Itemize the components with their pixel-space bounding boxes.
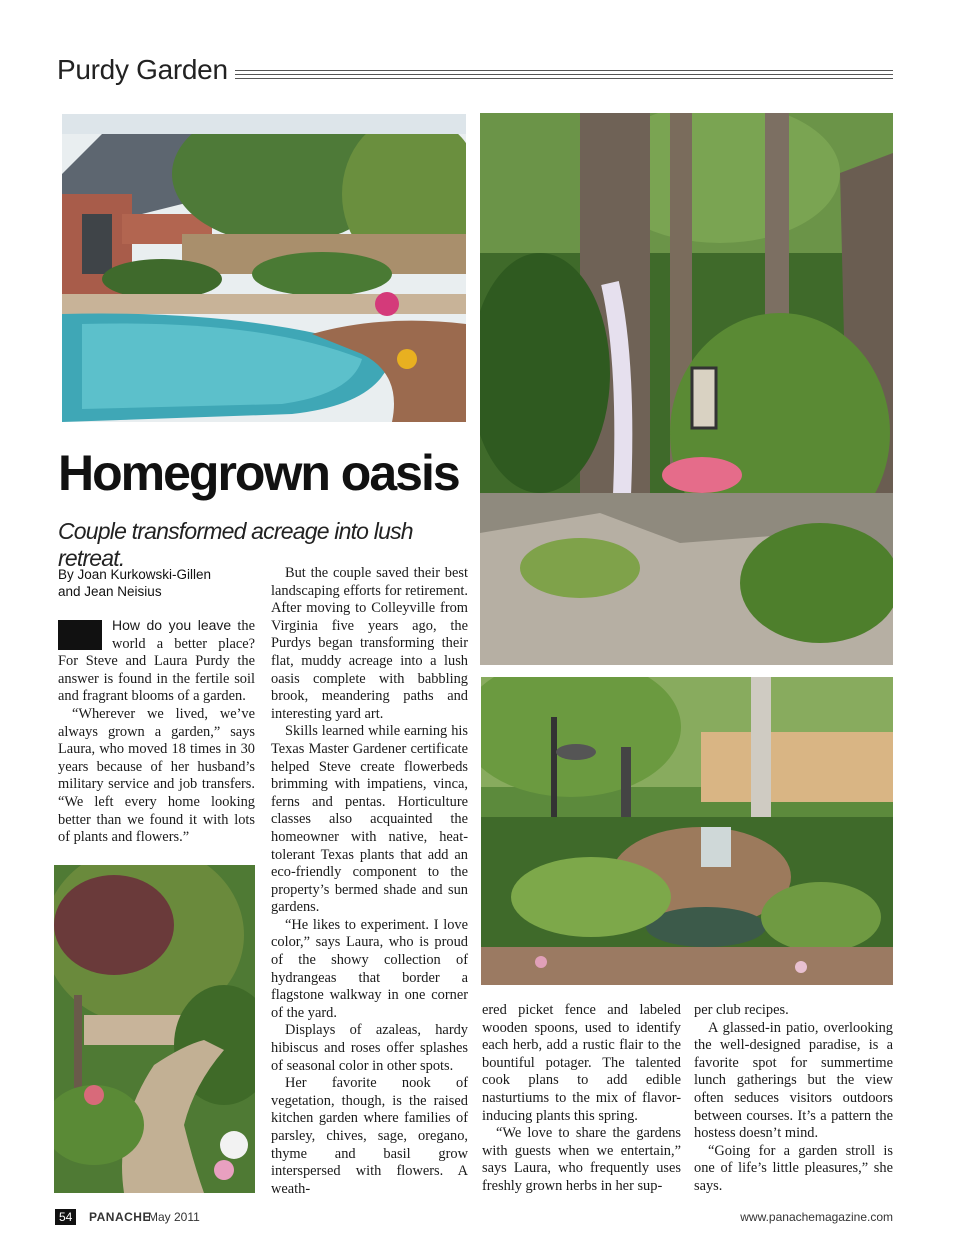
paragraph: “Going for a garden stroll is one of life’s little pleasures,” she says.: [694, 1142, 893, 1194]
byline: [58, 566, 258, 600]
paragraph: Her favorite nook of vegetation, though, is the raised kitchen garden where families of parsley, chives, sage, oregano, thyme and basil grow interspersed with flowers. A weath-: [271, 1075, 468, 1197]
flagstone-path-photo: [54, 865, 255, 1193]
paragraph: “We love to share the gardens with guests when we entertain,” says Laura, who frequently uses freshly grown herbs in her sup-: [482, 1125, 681, 1194]
section-header: [57, 52, 893, 92]
paragraph: per club recipes.: [694, 1002, 789, 1018]
text-column-3: [482, 1002, 681, 1196]
magazine-name: PANACHE: [89, 1210, 151, 1224]
text-column-4: [694, 1002, 893, 1196]
page-number: 54: [55, 1209, 76, 1225]
website-url: www.panachemagazine.com: [740, 1210, 893, 1224]
text-column-1: [58, 617, 255, 847]
paragraph: “Wherever we lived, we’ve always grown a garden,” says Laura, who moved 18 times in 30 years because of her husband’s military service and job transfers. “We left every home looking better than we found it with lots of plants and flowers.”: [58, 705, 255, 846]
section-title: Purdy Garden: [57, 54, 228, 85]
byline-line-2: and Jean Neisius: [58, 584, 162, 599]
byline-line-1: By Joan Kurkowski-Gillen: [58, 567, 212, 582]
paragraph: ered picket fence and labeled wooden spoons, used to identify each herb, add a rustic flair to the bountiful potager. The talented cook plans to add edible nasturtiums to the mix of flavor-inducing plants this spring.: [482, 1002, 681, 1124]
paragraph: Skills learned while earning his Texas Master Gardener certificate helped Steve create flowerbeds brimming with impatiens, vinca, ferns and pentas. Horticulture classes also acquainted the homeowner with native, heat-tolerant Texas plants that add an eco-friendly component to the property’s bermed shade and sun gardens.: [271, 723, 468, 916]
paragraph: A glassed-in patio, overlooking the well-designed paradise, is a favorite spot for summertime lunch gatherings but the view often seduces visitors outdoors between courses. It’s a pattern the hostess doesn’t mind.: [694, 1019, 893, 1142]
paragraph: [58, 617, 255, 706]
tree-lantern-photo: [480, 113, 893, 665]
article-subhead: Couple transformed acreage into lush retreat.: [58, 518, 413, 571]
header-rule: [235, 70, 893, 82]
drop-cap-block: [58, 620, 102, 650]
paragraph-text: the world a better place? For Steve and Laura Purdy the answer is found in the fertile soil and fragrant blooms of a garden.: [58, 618, 255, 705]
page-footer: [55, 1209, 893, 1227]
paragraph: But the couple saved their best landscaping efforts for retirement. After moving to Colleyville from Virginia five years ago, the Purdys began transforming their flat, muddy acreage into a lush oasis complete with babbling brook, meandering paths and interesting yard art.: [271, 565, 468, 722]
pond-waterfall-photo: [481, 677, 893, 985]
pool-photo: [62, 114, 466, 422]
issue-date: May 2011: [148, 1210, 200, 1224]
article-headline: Homegrown oasis: [58, 445, 459, 501]
paragraph: “He likes to experiment. I love color,” says Laura, who is proud of the showy collection of hydrangeas that border a flagstone walkway in one corner of the yard.: [271, 916, 468, 1021]
lead-in: How do you leave: [112, 617, 232, 633]
text-column-2: [271, 565, 468, 1198]
paragraph: Displays of azaleas, hardy hibiscus and roses offer splashes of seasonal color in other spots.: [271, 1022, 468, 1074]
